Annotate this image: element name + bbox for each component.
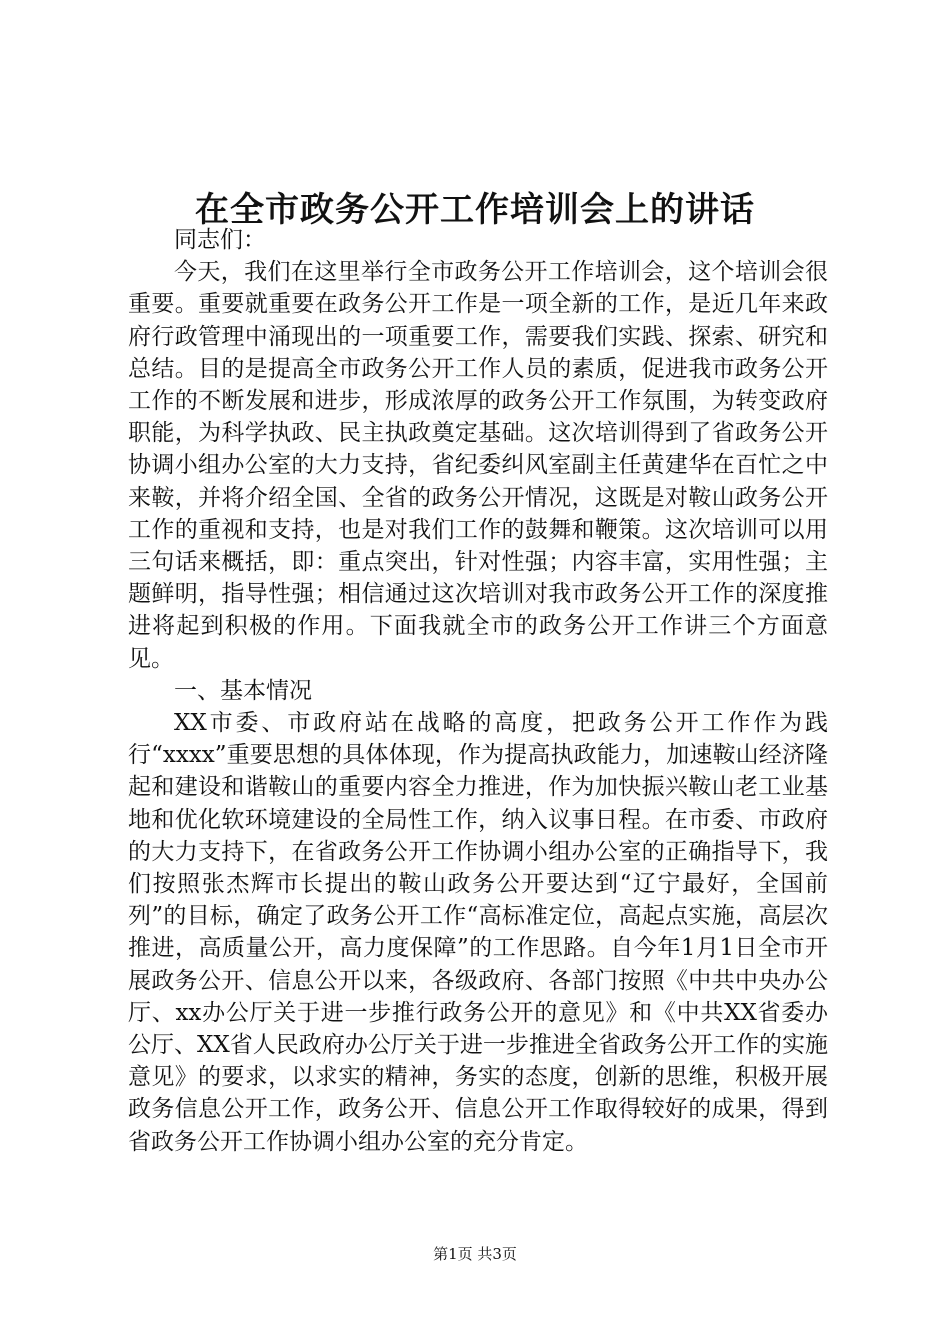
intro-paragraph: 今天，我们在这里举行全市政务公开工作培训会，这个培训会很重要。重要就重要在政务公开工作是一项全新的工作，是近几年来政府行政管理中涌现出的一项重要工作，需要我们实践、探索、研究和总结。目的是提高全市政务公开工作人员的素质，促进我市政务公开工作的不断发展和进步，形成浓厚的政务公开工作氛围，为转变政府职能，为科学执政、民主执政奠定基础。这次培训得到了省政务公开协调小组办公室的大力支持，省纪委纠风室副主任黄建华在百忙之中来鞍，并将介绍全国、全省的政务公开情况，这既是对鞍山政务公开工作的重视和支持，也是对我们工作的鼓舞和鞭策。这次培训可以用三句话来概括，即：重点突出，针对性强；内容丰富，实用性强；主题鲜明，指导性强；相信通过这次培训对我市政务公开工作的深度推进将起到积极的作用。下面我就全市的政务公开工作讲三个方面意见。 <box>128 259 828 672</box>
document-body <box>128 224 828 1158</box>
salutation-paragraph: 同志们： <box>174 227 266 253</box>
document-title: 在全市政务公开工作培训会上的讲话 <box>195 190 755 230</box>
page-number-footer: 第1页 共3页 <box>433 1245 517 1263</box>
basic-situation-paragraph: XX市委、市政府站在战略的高度，把政务公开工作作为践行“xxxx”重要思想的具体体现，作为提高执政能力，加速鞍山经济隆起和建设和谐鞍山的重要内容全力推进，作为加快振兴鞍山老工业基地和优化软环境建设的全局性工作，纳入议事日程。在市委、市政府的大力支持下，在省政务公开工作协调小组办公室的正确指导下，我们按照张杰辉市长提出的鞍山政务公开要达到“辽宁最好，全国前列”的目标，确定了政务公开工作“高标准定位，高起点实施，高层次推进，高质量公开，高力度保障”的工作思路。自今年1月1日全市开展政务公开、信息公开以来，各级政府、各部门按照《中共中央办公厅、xx办公厅关于进一步推行政务公开的意见》和《中共XX省委办公厅、XX省人民政府办公厅关于进一步推进全省政务公开工作的实施意见》的要求，以求实的精神，务实的态度，创新的思维，积极开展政务信息公开工作，政务公开、信息公开工作取得较好的成果，得到省政务公开工作协调小组办公室的充分肯定。 <box>128 710 828 1155</box>
section-heading: 一、基本情况 <box>174 677 312 704</box>
